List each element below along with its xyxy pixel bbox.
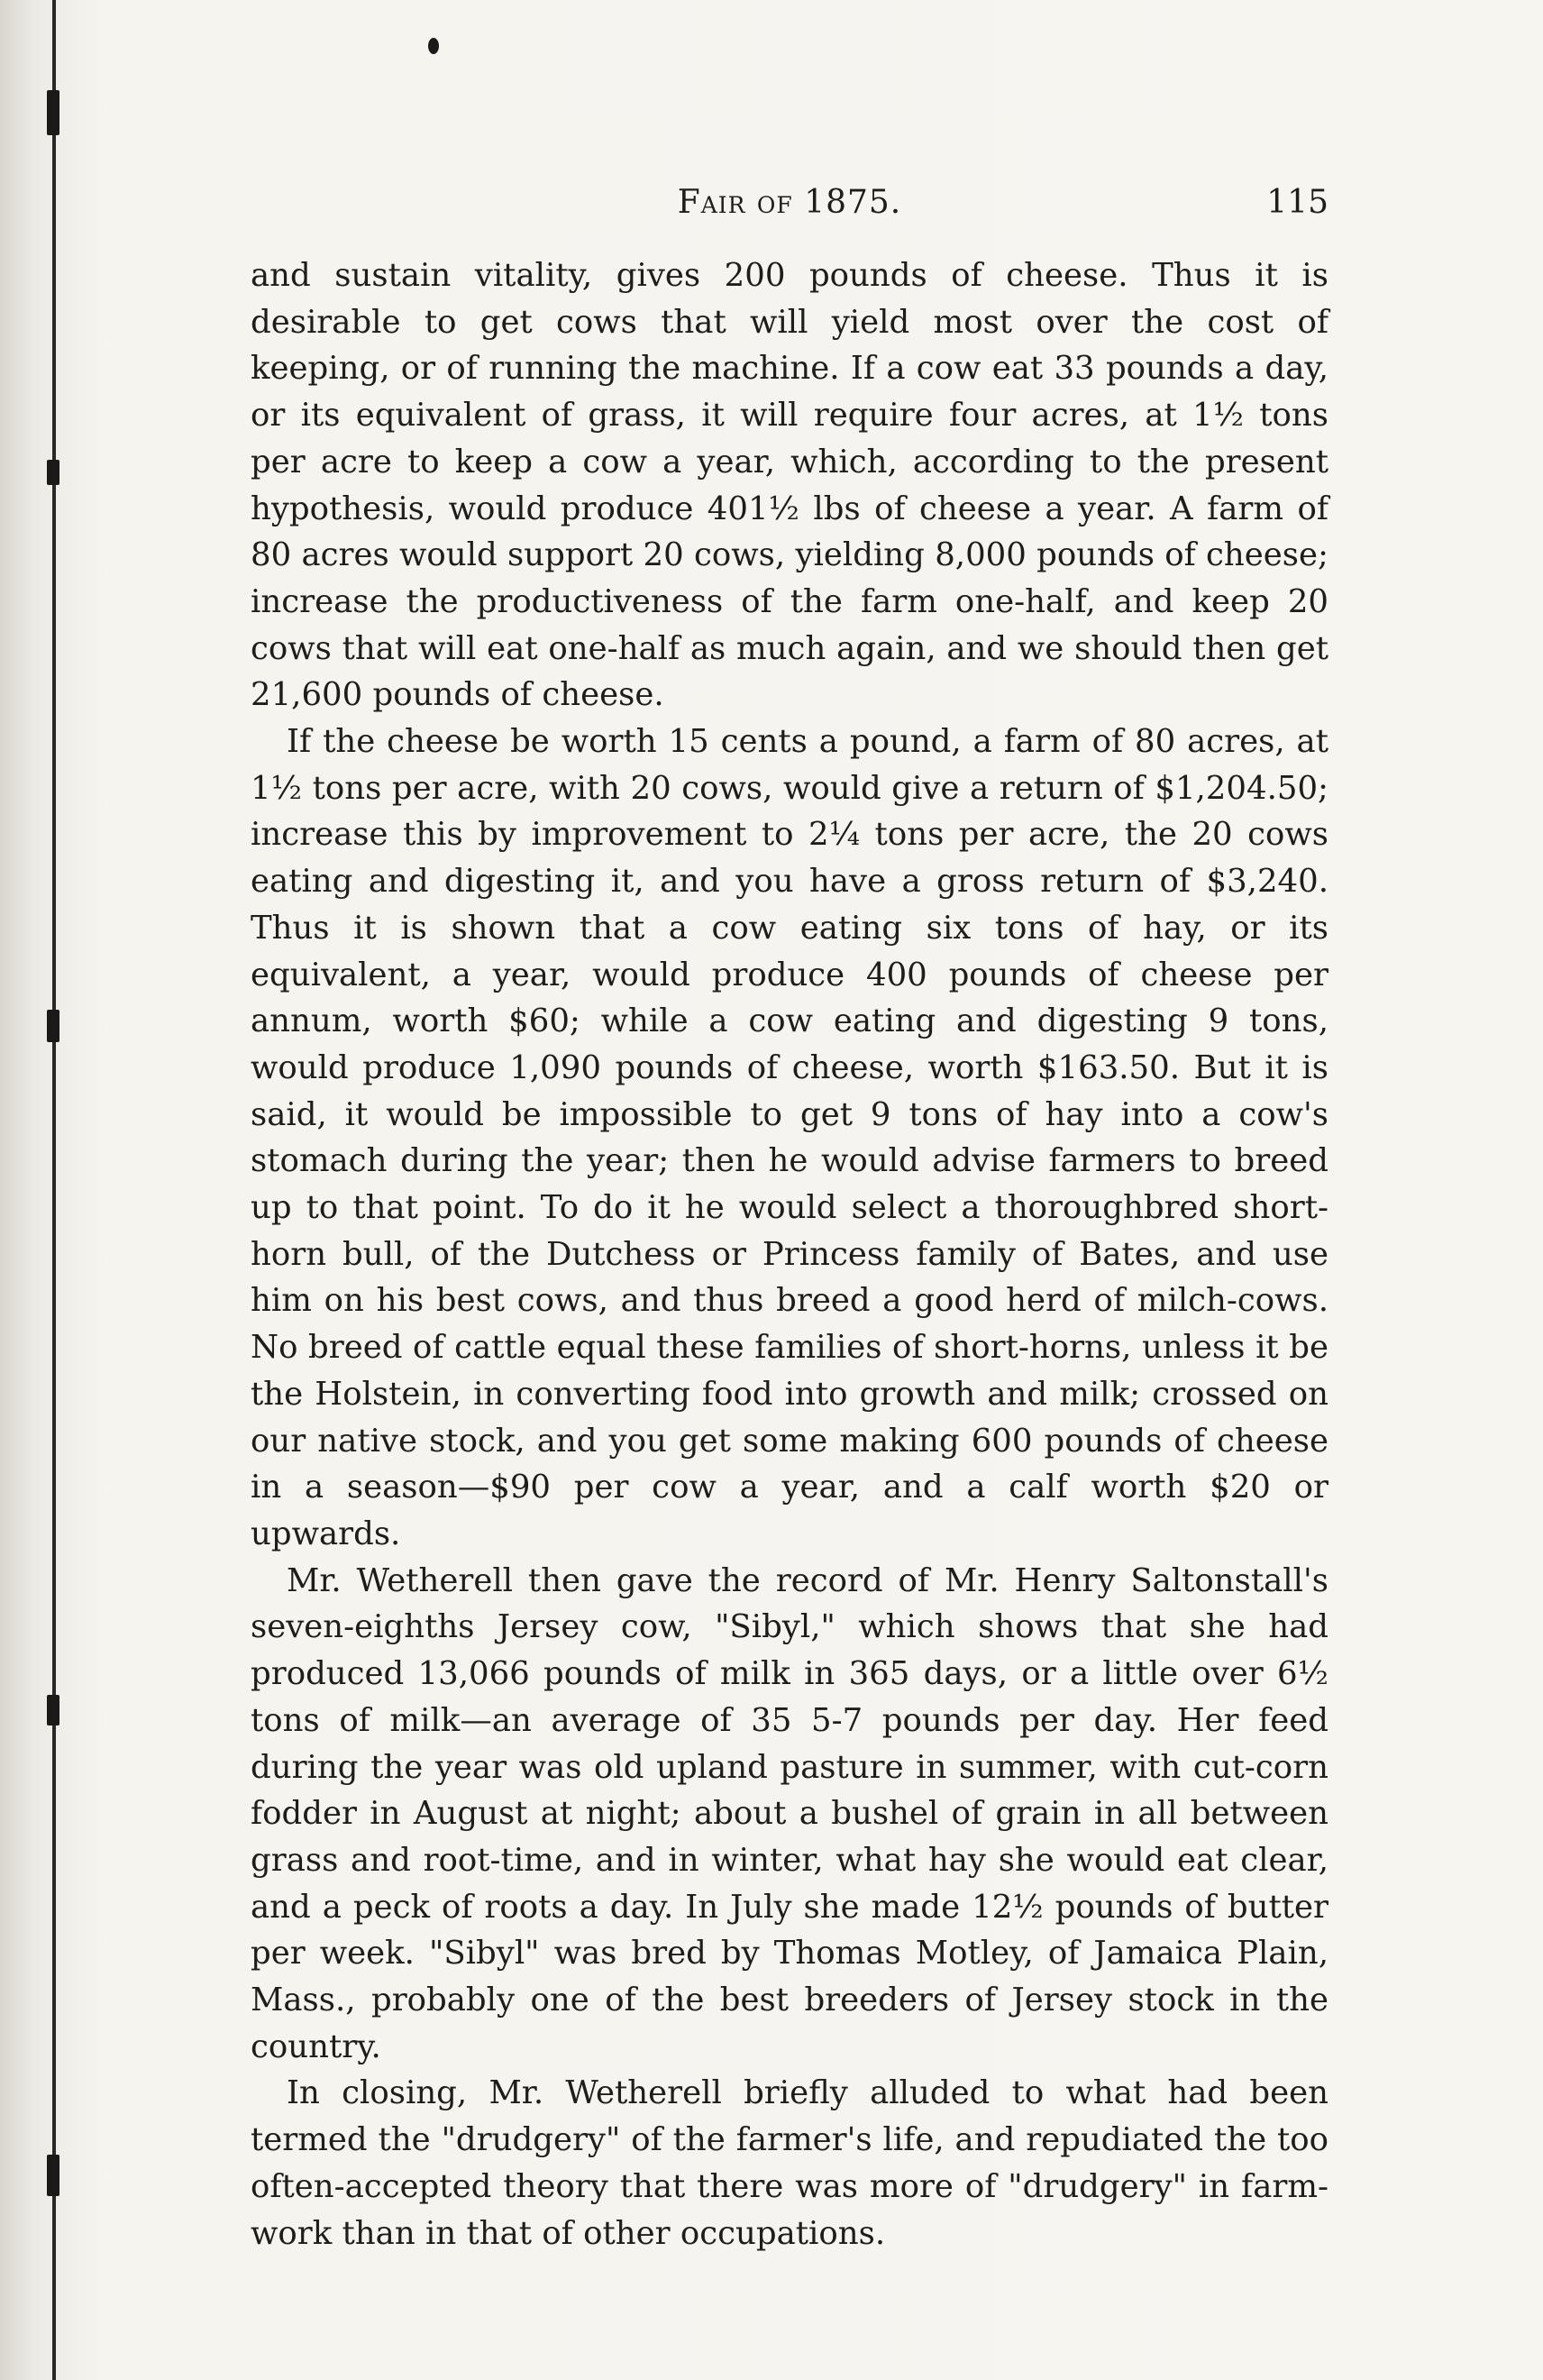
body-text <box>251 252 1328 2256</box>
binding-mark <box>47 1695 59 1726</box>
paragraph-3: Mr. Wetherell then gave the record of Mr. Henry Saltonstall's seven-eighths Jersey cow, "Sibyl," which shows that she had produced 13,066 pounds of milk in 365 days, or a little over 6½ tons of milk—an average of 35 5-7 pounds per day. Her feed during the year was old upland pasture in summer, with cut-corn fodder in August at night; about a bushel of grain in all between grass and root-time, and in winter, what hay she would eat clear, and a peck of roots a day. In July she made 12½ pounds of butter per week. "Sibyl" was bred by Thomas Motley, of Jamaica Plain, Mass., probably one of the best breeders of Jersey stock in the country. <box>251 1561 1328 2065</box>
running-head: Fair of 1875. <box>677 184 902 221</box>
binding-mark <box>47 2155 59 2196</box>
ink-dot <box>428 38 439 54</box>
binding-mark <box>47 460 59 485</box>
paragraph-2: If the cheese be worth 15 cents a pound, a farm of 80 acres, at 1½ tons per acre, with 20 cows, would give a return of $1,204.50; increase this by improvement to 2¼ tons per acre, the 20 cows eating and digesting it, and you have a gross return of $3,240. Thus it is shown that a cow eating six tons of hay, or its equivalent, a year, would produce 400 pounds of cheese per annum, worth $60; while a cow eating and digesting 9 tons, would produce 1,090 pounds of cheese, worth $163.50. But it is said, it would be impossible to get 9 tons of hay into a cow's stomach during the year; then he would advise farmers to breed up to that point. To do it he would select a thoroughbred short-horn bull, of the Dutchess or Princess family of Bates, and use him on his best cows, and thus breed a good herd of milch-cows. No breed of cattle equal these families of short-horns, unless it be the Holstein, in converting food into growth and milk; crossed on our native stock, and you get some making 600 pounds of cheese in a season—$90 per cow a year, and a calf worth $20 or upwards. <box>251 723 1328 1552</box>
binding-mark <box>47 1010 59 1042</box>
binding-mark <box>47 90 59 135</box>
paragraph-1: and sustain vitality, gives 200 pounds of cheese. Thus it is desirable to get cows that will yield most over the cost of keeping, or of running the machine. If a cow eat 33 pounds a day, or its equivalent of grass, it will require four acres, at 1½ tons per acre to keep a cow a year, which, according to the present hypothesis, would produce 401½ lbs of cheese a year. A farm of 80 acres would support 20 cows, yielding 8,000 pounds of cheese; increase the productiveness of the farm one-half, and keep 20 cows that will eat one-half as much again, and we should then get 21,600 pounds of cheese. <box>251 257 1328 714</box>
page-number: 115 <box>1266 184 1328 221</box>
binding-edge <box>52 0 56 2380</box>
paragraph-4: In closing, Mr. Wetherell briefly alluded to what had been termed the "drudgery" of the farmer's life, and repudiated the too often-accepted theory that there was more of "drudgery" in farm-work than in that of other occupations. <box>251 2074 1328 2252</box>
page-header <box>251 184 1328 229</box>
